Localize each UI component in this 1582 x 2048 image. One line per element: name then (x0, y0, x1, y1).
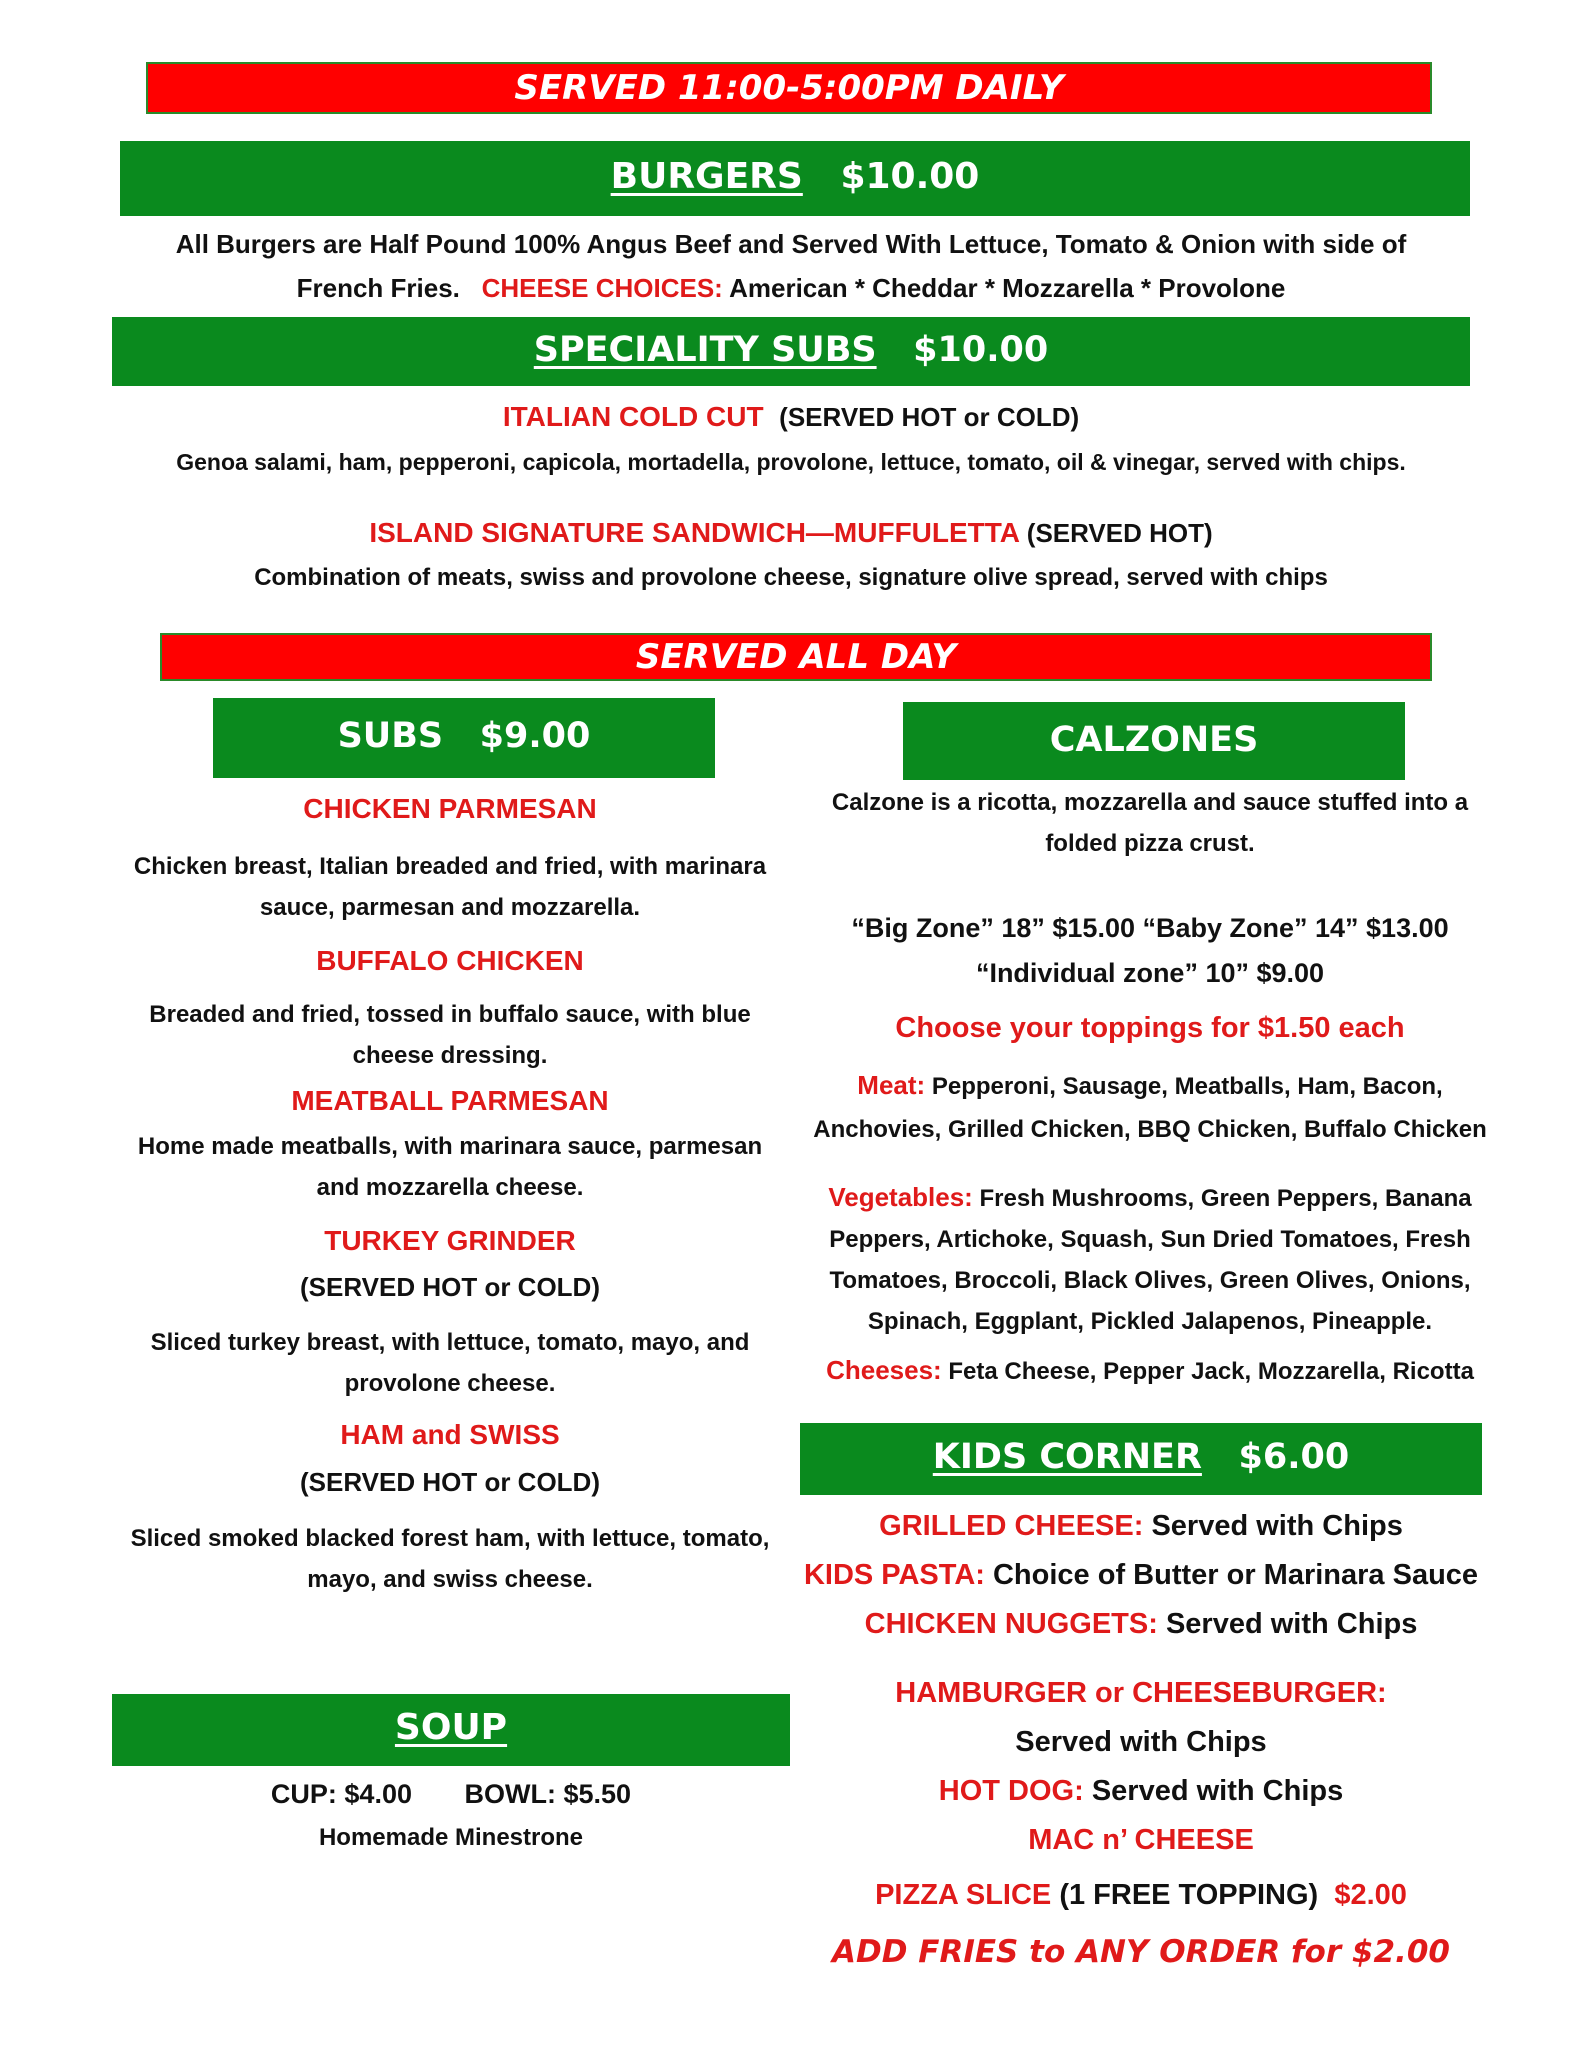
grilled-cheese-desc: Served with Chips (1151, 1510, 1403, 1542)
chicken-parmesan-name: CHICKEN PARMESAN (303, 793, 597, 824)
kids-pasta-desc: Choice of Butter or Marinara Sauce (992, 1559, 1479, 1591)
kids-chicken-nuggets (790, 1600, 1492, 1649)
veg-list-3: Tomatoes, Broccoli, Black Olives, Green Olives, Onions, (829, 1267, 1471, 1294)
burgers-price: $10.00 (840, 156, 980, 197)
kids-corner-price: $6.00 (1238, 1437, 1350, 1477)
chicken-parmesan-desc (110, 846, 790, 928)
lunch-banner-text: SERVED 11:00-5:00PM DAILY (514, 68, 1064, 108)
grilled-cheese-label: GRILLED CHEESE: (879, 1510, 1144, 1542)
buffalo-chicken-desc-line1: Breaded and fried, tossed in buffalo sauce, with blue (149, 1001, 751, 1028)
kids-pizza-slice (790, 1871, 1492, 1920)
italian-cold-cut-note: (SERVED HOT or COLD) (779, 402, 1080, 432)
calzone-sizes-line2: “Individual zone” 10” $9.00 (975, 958, 1325, 988)
meat-label: Meat: (857, 1070, 926, 1100)
all-day-banner-text: SERVED ALL DAY (635, 637, 957, 677)
turkey-grinder-desc-line2: provolone cheese. (344, 1370, 556, 1397)
veg-list-4: Spinach, Eggplant, Pickled Jalapenos, Pineapple. (867, 1308, 1433, 1335)
turkey-grinder-desc-line1: Sliced turkey breast, with lettuce, tomato, mayo, and (150, 1329, 750, 1356)
italian-cold-cut-desc: Genoa salami, ham, pepperoni, capicola, mortadella, provolone, lettuce, tomato, oil & vinegar, served with chips. (176, 449, 1406, 475)
kids-pasta-label: KIDS PASTA: (803, 1559, 985, 1591)
meat-list-1: Pepperoni, Sausage, Meatballs, Ham, Bacon, (931, 1073, 1443, 1100)
turkey-grinder-note: (SERVED HOT or COLD) (300, 1272, 600, 1302)
all-day-banner (160, 633, 1432, 681)
calzone-sizes (800, 906, 1500, 996)
cheeses-label: Cheeses: (826, 1355, 942, 1385)
buffalo-chicken-desc-line2: cheese dressing. (352, 1042, 548, 1069)
burgers-desc-line1: All Burgers are Half Pound 100% Angus Beef and Served With Lettuce, Tomato & Onion with side of (175, 229, 1407, 259)
burgers-desc-line2 (100, 266, 1482, 310)
soup-cup: CUP: $4.00 (270, 1779, 412, 1809)
hot-dog-desc: Served with Chips (1091, 1775, 1344, 1807)
soup-header (112, 1694, 790, 1766)
kids-hot-dog (790, 1767, 1492, 1816)
kids-corner-header (800, 1423, 1482, 1495)
burgers-description (100, 222, 1482, 310)
hamburger-label: HAMBURGER or CHEESEBURGER: (895, 1677, 1387, 1709)
soup-desc: Homemade Minestrone (318, 1824, 584, 1851)
meatball-parmesan-desc-line1: Home made meatballs, with marinara sauce, parmesan (137, 1133, 763, 1160)
italian-cold-cut-name: ITALIAN COLD CUT (502, 401, 764, 432)
burgers-title: BURGERS (610, 156, 803, 197)
buffalo-chicken-name: BUFFALO CHICKEN (316, 945, 584, 976)
toppings-veg-line1 (800, 1177, 1500, 1219)
burgers-header (120, 141, 1470, 216)
speciality-subs-price: $10.00 (913, 330, 1049, 370)
calzones-header (903, 702, 1405, 780)
burgers-desc-fries: French Fries. (296, 273, 460, 303)
muffuletta-note: (SERVED HOT) (1026, 518, 1213, 548)
kids-corner-title: KIDS CORNER (932, 1437, 1202, 1477)
kids-pasta (790, 1551, 1492, 1600)
hot-dog-label: HOT DOG: (938, 1775, 1084, 1807)
muffuletta-heading (100, 512, 1482, 554)
toppings-title: Choose your toppings for $1.50 each (895, 1012, 1405, 1044)
ham-swiss-desc-line1: Sliced smoked blacked forest ham, with lettuce, tomato, (130, 1525, 770, 1552)
cheeses-list: Feta Cheese, Pepper Jack, Mozzarella, Ricotta (948, 1358, 1474, 1385)
calzone-description (800, 782, 1500, 864)
toppings-cheeses (800, 1350, 1500, 1392)
soup-title: SOUP (394, 1707, 508, 1748)
soup-bowl: BOWL: $5.50 (464, 1779, 632, 1809)
pizza-slice-note: (1 FREE TOPPING) (1059, 1879, 1319, 1911)
chicken-parmesan-desc-line1: Chicken breast, Italian breaded and fried, with marinara (133, 853, 767, 880)
toppings-vegetables (800, 1177, 1500, 1342)
speciality-subs-title: SPECIALITY SUBS (533, 330, 877, 370)
subs-price: $9.00 (479, 716, 591, 756)
add-fries: ADD FRIES to ANY ORDER for $2.00 (832, 1934, 1450, 1970)
muffuletta-desc: Combination of meats, swiss and provolone cheese, signature olive spread, served with chips (254, 564, 1328, 591)
cheese-choices-list: American * Cheddar * Mozzarella * Provolone (729, 273, 1286, 303)
italian-cold-cut-heading (100, 396, 1482, 438)
subs-column (110, 784, 790, 1600)
meatball-parmesan-name: MEATBALL PARMESAN (291, 1085, 609, 1116)
meat-list-2: Anchovies, Grilled Chicken, BBQ Chicken, Buffalo Chicken (813, 1116, 1487, 1143)
turkey-grinder-desc (110, 1322, 790, 1404)
veg-list-2: Peppers, Artichoke, Squash, Sun Dried Tomatoes, Fresh (829, 1226, 1471, 1253)
buffalo-chicken-desc (110, 994, 790, 1076)
toppings-meat-line1 (800, 1064, 1500, 1108)
subs-header (213, 698, 715, 778)
mac-n-cheese: MAC n’ CHEESE (1028, 1824, 1254, 1856)
calzone-sizes-line1: “Big Zone” 18” $15.00 “Baby Zone” 14” $13.00 (851, 913, 1449, 943)
lunch-banner (146, 62, 1432, 114)
chicken-nuggets-label: CHICKEN NUGGETS: (864, 1608, 1158, 1640)
kids-corner-list (790, 1502, 1492, 1977)
ham-swiss-name: HAM and SWISS (340, 1419, 560, 1450)
calzones-title: CALZONES (1049, 720, 1259, 760)
hamburger-desc: Served with Chips (1015, 1726, 1267, 1758)
ham-swiss-note: (SERVED HOT or COLD) (300, 1467, 600, 1497)
toppings-meat (800, 1064, 1500, 1151)
ham-swiss-desc (110, 1518, 790, 1600)
vegetables-label: Vegetables: (828, 1182, 973, 1212)
calzone-desc-line1: Calzone is a ricotta, mozzarella and sauce stuffed into a (831, 789, 1469, 816)
meatball-parmesan-desc (110, 1126, 790, 1208)
speciality-subs-header (112, 317, 1470, 386)
kids-grilled-cheese (790, 1502, 1492, 1551)
chicken-parmesan-desc-line2: sauce, parmesan and mozzarella. (259, 894, 641, 921)
pizza-slice-price: $2.00 (1334, 1879, 1407, 1911)
subs-title: SUBS (337, 716, 444, 756)
soup-prices (112, 1772, 790, 1816)
veg-list-1: Fresh Mushrooms, Green Peppers, Banana (979, 1185, 1472, 1212)
meatball-parmesan-desc-line2: and mozzarella cheese. (316, 1174, 584, 1201)
cheese-choices-label: CHEESE CHOICES: (481, 273, 723, 303)
calzones-column (800, 782, 1500, 1392)
ham-swiss-desc-line2: mayo, and swiss cheese. (307, 1566, 593, 1593)
turkey-grinder-name: TURKEY GRINDER (324, 1225, 576, 1256)
chicken-nuggets-desc: Served with Chips (1165, 1608, 1418, 1640)
muffuletta-name: ISLAND SIGNATURE SANDWICH—MUFFULETTA (369, 517, 1019, 548)
calzone-desc-line2: folded pizza crust. (1045, 830, 1255, 857)
pizza-slice-label: PIZZA SLICE (875, 1879, 1052, 1911)
